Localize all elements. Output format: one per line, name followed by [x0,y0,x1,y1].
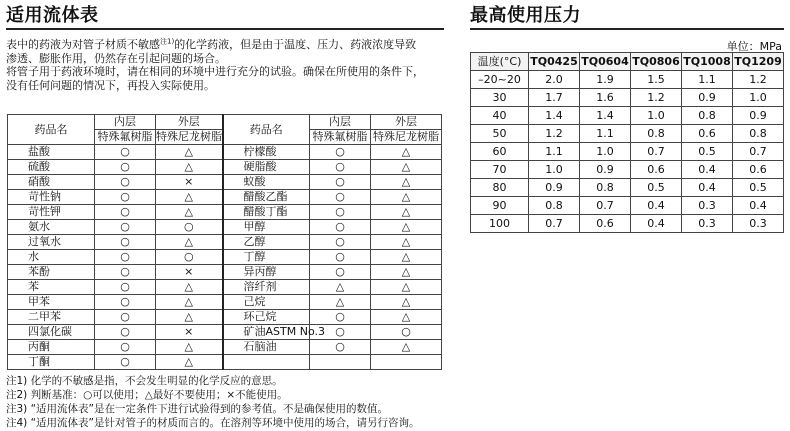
col-header-model: TQ0806 [631,53,682,71]
pressure-cell: 0.8 [682,107,733,125]
chemical-name: 环己烷 [223,310,310,325]
inner-rating: ○ [310,175,371,190]
table-row [471,215,784,233]
pressure-cell: 0.7 [580,197,631,215]
intro-line [6,38,446,52]
chemical-name: 丁酮 [8,355,95,370]
inner-rating [310,355,371,370]
inner-rating: △ [310,280,371,295]
pressure-cell: 0.5 [631,179,682,197]
intro-text: 没有任何问题的情况下，再投入实际使用。 [6,78,215,92]
table-row [471,125,784,143]
temperature-cell: 30 [471,89,529,107]
outer-rating: △ [156,340,223,355]
table-row [8,310,442,325]
pressure-cell: 0.6 [682,125,733,143]
chemical-name: 盐酸 [8,145,95,160]
pressure-cell: 1.2 [733,71,784,89]
pressure-cell: 1.0 [733,89,784,107]
chemical-name: 苛性钠 [8,190,95,205]
inner-rating: △ [310,295,371,310]
fluid-compatibility-table [7,114,442,370]
inner-rating: ○ [310,220,371,235]
pressure-cell: 0.7 [529,215,580,233]
outer-rating: ○ [156,250,223,265]
temperature-cell: 100 [471,215,529,233]
pressure-cell: 0.9 [682,89,733,107]
table-row [8,340,442,355]
pressure-cell: 0.5 [733,179,784,197]
inner-rating: ○ [95,235,156,250]
chemical-name [223,355,310,370]
col-header-inner-material-2: 特殊氟树脂 [310,130,371,145]
outer-rating: △ [156,295,223,310]
chemical-name: 石脑油 [223,340,310,355]
inner-rating: ○ [95,310,156,325]
outer-rating [371,355,442,370]
pressure-cell: 0.8 [529,197,580,215]
chemical-name: 异丙醇 [223,265,310,280]
outer-rating: △ [156,310,223,325]
chemical-name: 甲醇 [223,220,310,235]
outer-rating: △ [371,145,442,160]
inner-rating: ○ [310,265,371,280]
pressure-cell: 0.4 [631,215,682,233]
chemical-name: 苛性钾 [8,205,95,220]
outer-rating: × [156,265,223,280]
chemical-name: 矿油ASTM No.3 [223,325,310,340]
outer-rating: △ [371,175,442,190]
outer-rating: △ [156,190,223,205]
chemical-name: 溶纤剂 [223,280,310,295]
max-pressure-table [470,52,784,233]
table-row [471,143,784,161]
col-header-outer-layer-2: 外层 [371,115,442,130]
chemical-name: 硬脂酸 [223,160,310,175]
outer-rating: × [156,175,223,190]
chemical-name: 蚁酸 [223,175,310,190]
table-row [471,161,784,179]
outer-rating: △ [156,280,223,295]
outer-rating: △ [371,310,442,325]
inner-rating: ○ [95,355,156,370]
pressure-cell: 0.6 [631,161,682,179]
pressure-cell: 0.5 [682,143,733,161]
temperature-cell: –20~20 [471,71,529,89]
pressure-cell: 1.0 [631,107,682,125]
inner-rating: ○ [310,250,371,265]
intro-line [6,79,446,93]
col-header-outer-material: 特殊尼龙树脂 [156,130,222,143]
inner-rating: ○ [95,190,156,205]
intro-text: 渗透、膨胀作用，仍然存在引起问题的场合。 [6,51,226,65]
outer-rating: △ [371,220,442,235]
max-pressure-heading: 最高使用压力 [470,5,581,26]
chemical-name: 醋酸丁酯 [223,205,310,220]
table-row [471,179,784,197]
inner-rating: ○ [95,145,156,160]
pressure-cell: 1.5 [631,71,682,89]
pressure-cell: 0.3 [682,215,733,233]
chemical-name: 苯 [8,280,95,295]
table-row [8,265,442,280]
pressure-cell: 0.9 [733,107,784,125]
chemical-name: 柠檬酸 [223,145,310,160]
pressure-cell: 0.7 [631,143,682,161]
pressure-cell: 0.8 [580,179,631,197]
fluid-heading-rule [6,28,444,30]
table-row [8,145,442,160]
temperature-cell: 80 [471,179,529,197]
temperature-cell: 40 [471,107,529,125]
pressure-cell: 1.2 [529,125,580,143]
outer-rating: × [156,325,223,340]
inner-rating: ○ [95,340,156,355]
chemical-name: 水 [8,250,95,265]
intro-line [6,52,446,66]
pressure-cell: 0.4 [733,197,784,215]
outer-rating: ○ [371,325,442,340]
pressure-cell: 1.2 [631,89,682,107]
pressure-cell: 0.8 [631,125,682,143]
outer-rating: ○ [156,220,223,235]
outer-rating: △ [156,355,223,370]
table-row [471,71,784,89]
temperature-cell: 90 [471,197,529,215]
table-row [8,205,442,220]
pressure-cell: 0.6 [580,215,631,233]
inner-rating: ○ [310,145,371,160]
chemical-name: 氨水 [8,220,95,235]
pressure-cell: 0.6 [733,161,784,179]
footnotes [6,374,446,430]
pressure-cell: 0.3 [733,215,784,233]
chemical-name: 丁醇 [223,250,310,265]
pressure-cell: 1.9 [580,71,631,89]
table-row [8,325,442,340]
table-row [8,280,442,295]
col-header-model: TQ1209 [733,53,784,71]
table-row [8,190,442,205]
pressure-cell: 1.1 [682,71,733,89]
pressure-cell: 0.9 [580,161,631,179]
inner-rating: ○ [95,295,156,310]
inner-rating: ○ [310,235,371,250]
chemical-name: 苯酚 [8,265,95,280]
outer-rating: △ [371,190,442,205]
pressure-cell: 1.1 [580,125,631,143]
outer-rating: △ [371,235,442,250]
col-header-chemical-name-2: 药品名 [223,115,310,145]
footnote: 注3) “适用流体表”是在一定条件下进行试验得到的参考值。不是确保使用的数值。 [6,403,388,415]
col-header-model: TQ1008 [682,53,733,71]
footnote: 注2) 判断基准：○可以使用；△最好不要使用；×不能使用。 [6,389,288,401]
chemical-name: 硝酸 [8,175,95,190]
table-row [8,235,442,250]
table-row [8,220,442,235]
pressure-cell: 0.9 [529,179,580,197]
inner-rating: ○ [95,250,156,265]
inner-rating: ○ [310,310,371,325]
chemical-name: 乙醇 [223,235,310,250]
pressure-heading-rule [470,28,784,30]
outer-rating: △ [371,265,442,280]
col-header-inner-material: 特殊氟树脂 [95,130,156,145]
pressure-cell: 0.8 [733,125,784,143]
inner-rating: ○ [310,160,371,175]
pressure-cell: 0.4 [682,179,733,197]
pressure-cell: 0.7 [733,143,784,161]
inner-rating: ○ [95,220,156,235]
chemical-name: 四氯化碳 [8,325,95,340]
outer-rating: △ [156,160,223,175]
inner-rating: ○ [95,325,156,340]
outer-rating: △ [371,340,442,355]
chemical-name: 甲苯 [8,295,95,310]
inner-rating: ○ [95,160,156,175]
temperature-cell: 60 [471,143,529,161]
table-row [8,250,442,265]
pressure-cell: 1.0 [580,143,631,161]
intro-paragraph [6,38,446,92]
col-header-chemical-name: 药品名 [8,115,95,145]
temperature-cell: 50 [471,125,529,143]
pressure-cell: 0.3 [682,197,733,215]
pressure-cell: 1.0 [529,161,580,179]
pressure-cell: 0.4 [682,161,733,179]
outer-rating: △ [371,295,442,310]
footnote: 注4) “适用流体表”是针对管子的材质而言的。在溶剂等环境中使用的场合，请另行咨询。 [6,417,420,429]
inner-rating: ○ [310,325,371,340]
outer-rating: △ [371,160,442,175]
table-row [8,175,442,190]
unit-label: 单位：MPa [726,40,782,53]
col-header-inner-layer-2: 内层 [310,115,371,130]
table-row [8,160,442,175]
intro-text: 表中的药液为对管子材质不敏感 [6,38,160,51]
pressure-cell: 1.6 [580,89,631,107]
pressure-cell: 2.0 [529,71,580,89]
inner-rating: ○ [310,205,371,220]
pressure-cell: 0.4 [631,197,682,215]
table-row [471,89,784,107]
pressure-cell: 1.7 [529,89,580,107]
outer-rating: △ [371,205,442,220]
outer-rating: △ [371,280,442,295]
inner-rating: ○ [95,280,156,295]
chemical-name: 过氧水 [8,235,95,250]
table-row [471,197,784,215]
inner-rating: ○ [310,340,371,355]
outer-rating: △ [156,205,223,220]
inner-rating: ○ [95,175,156,190]
chemical-name: 硫酸 [8,160,95,175]
inner-rating: ○ [95,265,156,280]
col-header-model: TQ0604 [580,53,631,71]
outer-rating: △ [371,250,442,265]
table-row [471,107,784,125]
chemical-name: 丙酮 [8,340,95,355]
outer-rating: △ [156,145,223,160]
inner-rating: ○ [310,190,371,205]
col-header-temperature: 温度(°C) [471,53,529,71]
pressure-cell: 1.4 [529,107,580,125]
col-header-outer-layer: 外层 [156,115,223,130]
footnote: 注1) 化学的不敏感是指，不会发生明显的化学反应的意思。 [6,375,283,387]
chemical-name: 醋酸乙酯 [223,190,310,205]
chemical-name: 己烷 [223,295,310,310]
outer-rating: △ [156,235,223,250]
footnote-ref: 注1) [160,37,175,46]
col-header-model: TQ0425 [529,53,580,71]
intro-line [6,65,446,79]
chemical-name: 二甲苯 [8,310,95,325]
inner-rating: ○ [95,205,156,220]
fluid-table-heading: 适用流体表 [6,5,99,26]
intro-text: 的化学药液，但是由于温度、压力、药液浓度导致 [174,38,417,51]
table-row [8,355,442,370]
intro-text: 将管子用于药液环境时，请在相同的环境中进行充分的试验。确保在所使用的条件下， [6,65,424,78]
table-row [8,295,442,310]
col-header-outer-material-2: 特殊尼龙树脂 [371,130,442,145]
pressure-cell: 1.4 [580,107,631,125]
temperature-cell: 70 [471,161,529,179]
pressure-cell: 1.1 [529,143,580,161]
col-header-inner-layer: 内层 [95,115,156,130]
